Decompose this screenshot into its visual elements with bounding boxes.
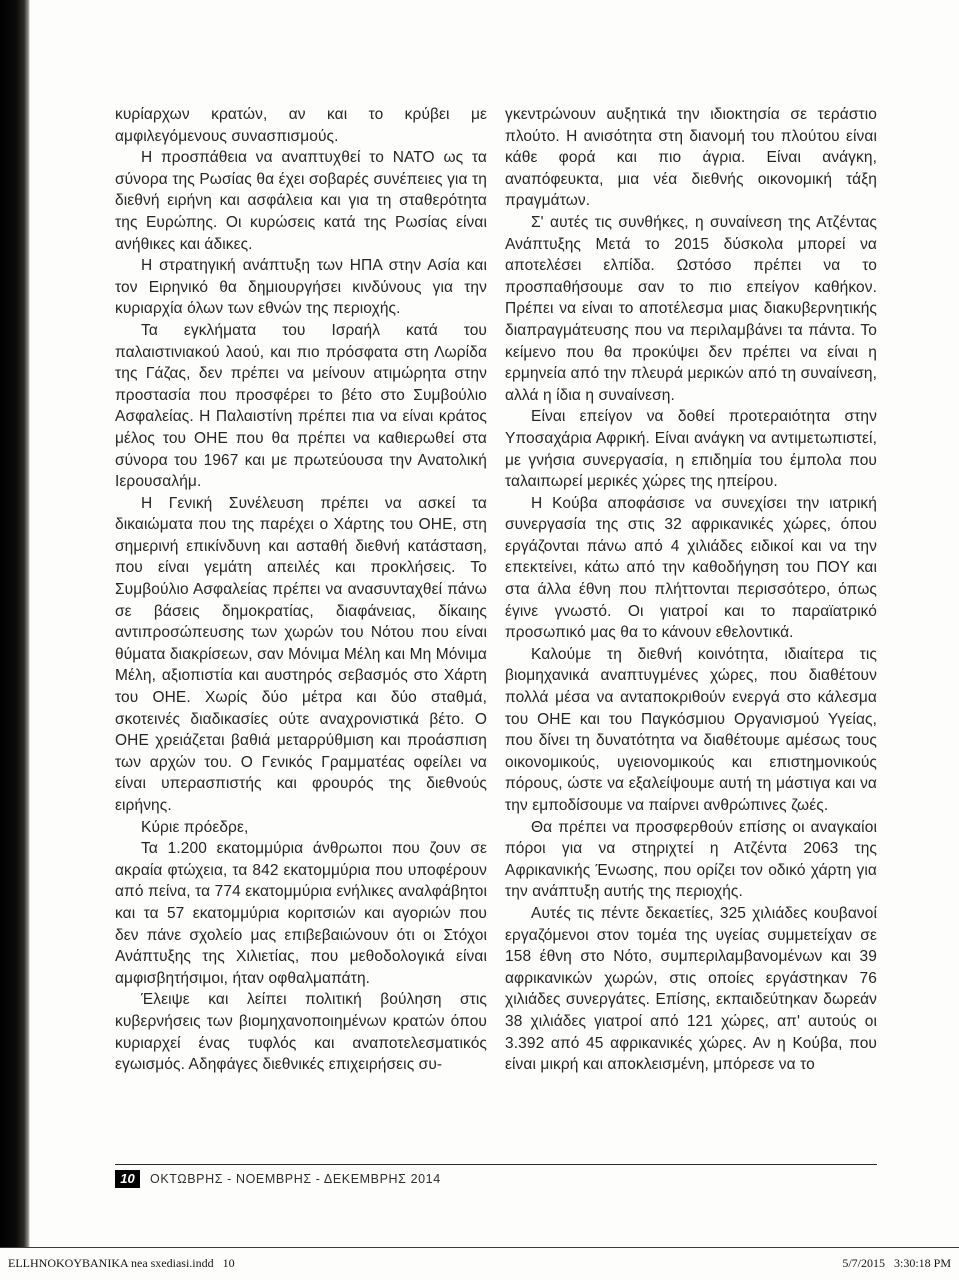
page-footer	[115, 1164, 877, 1188]
print-divider-line	[0, 1247, 959, 1248]
paragraph: Η Γενική Συνέλευση πρέπει να ασκεί τα δικαιώματα που της παρέχει ο Χάρτης του ΟΗΕ, στη σημερινή επικίνδυνη και ασταθή διεθνή κατάσταση, που είναι γεμάτη απειλές και προκλήσεις. Το Συμβούλιο Ασφαλείας πρέπει να ανασυνταχθεί πάνω σε βάσεις δημοκρατίας, διαφάνειας, δίκαιης αντιπροσώπευσης των χωρών του Νότου που είναι θύματα διακρίσεων, σαν Μόνιμα Μέλη και Μη Μόνιμα Μέλη, αξιοπιστία και αυστηρός σεβασμός στο Χάρτη του ΟΗΕ. Χωρίς δύο μέτρα και δύο σταθμά, σκοτεινές διαδικασίες ούτε αναχρονιστικά βέτο. Ο ΟΗΕ χρειάζεται βαθιά μεταρρύθμιση και προάσπιση των αρχών του. Ο Γενικός Γραμματέας οφείλει να είναι υπερασπιστής και φρουρός της διεθνούς ειρήνης.	[115, 494, 487, 814]
paragraph: Η στρατηγική ανάπτυξη των ΗΠΑ στην Ασία και τον Ειρηνικό θα δημιουργήσει κινδύνους για την κυριαρχία όλων των εθνών της περιοχής.	[115, 257, 487, 318]
issue-date-label: ΟΚΤΩΒΡΗΣ - ΝΟΕΜΒΡΗΣ - ΔΕΚΕΜΒΡΗΣ 2014	[150, 1172, 441, 1186]
right-column	[505, 104, 877, 1076]
paragraph: Καλούμε τη διεθνή κοινότητα, ιδιαίτερα τις βιομηχανικά αναπτυγμένες χώρες, που διαθέτουν πολλά μέσα να ανταποκριθούν ενεργά στο κάλεσμα του ΟΗΕ και του Παγκόσμιου Οργανισμού Υγείας, που δίνει τη δυνατότητα να διαθέτουμε αμέσως τους οικονομικούς, υγειονομικούς και επιστημονικούς πόρους, ώστε να εξαλείψουμε αυτή τη μάστιγα και να την εμποδίσουμε να παίρνει ανθρώπινες ζωές.	[505, 645, 877, 814]
paragraph: Αυτές τις πέντε δεκαετίες, 325 χιλιάδες κουβανοί εργαζόμενοι στον τομέα της υγείας συμμετείχαν σε 158 έθνη στο Νότο, συμπεριλαμβανομένων και 39 αφρικανικών χωρών, στις οποίες εργάστηκαν 76 χιλιάδες συνεργάτες. Επίσης, εκπαιδεύτηκαν δωρεάν 38 χιλιάδες γιατροί από 121 χώρες, απ' αυτούς οι 3.392 από 45 αφρικανικές χώρες. Αν η Κούβα, που είναι μικρή και αποκλεισμένη, μπόρεσε να το	[505, 904, 877, 1074]
paragraph: Η Κούβα αποφάσισε να συνεχίσει την ιατρική συνεργασία της στις 32 αφρικανικές χώρες, όπου εργάζονται πάνω από 4 χιλιάδες ειδικοί και να την επεκτείνει, κάτω από την καθοδήγηση του ΠΟΥ και στα άλλα έθνη που πλήττονται περισσότερο, όπως έγινε γνωστό. Οι γιατροί και το παραϊατρικό προσωπικό μας θα το κάνουν εθελοντικά.	[505, 494, 877, 642]
text-columns	[115, 104, 877, 1076]
paragraph: Θα πρέπει να προσφερθούν επίσης οι αναγκαίοι πόροι για να στηριχτεί η Ατζέντα 2063 της Αφρικανικής Ένωσης, που ορίζει τον οδικό χάρτη για την ανάπτυξη αυτής της περιοχής.	[505, 818, 877, 901]
paragraph: Είναι επείγον να δοθεί προτεραιότητα στην Υποσαχάρια Αφρική. Είναι ανάγκη να αντιμετωπιστεί, με γνήσια συνεργασία, η επιδημία του έμπολα που ταλαιπωρεί μερικές χώρες της ηπείρου.	[505, 408, 877, 491]
paragraph: Η προσπάθεια να αναπτυχθεί το ΝΑΤΟ ως τα σύνορα της Ρωσίας θα έχει σοβαρές συνέπειες για τη διεθνή ειρήνη και ασφάλεια και για τη σταθερότητα της Ευρώπης. Οι κυρώσεις κατά της Ρωσίας είναι ανήθικες και άδικες.	[115, 149, 487, 253]
scan-binding-edge	[0, 0, 30, 1247]
paragraph: Τα εγκλήματα του Ισραήλ κατά του παλαιστινιακού λαού, και πιο πρόσφατα στη Λωρίδα της Γάζας, δεν πρέπει να μείνουν ατιμώρητα στην προστασία που προσφέρει το βέτο στο Συμβούλιο Ασφαλείας. Η Παλαιστίνη πρέπει πια να είναι κράτος μέλος του ΟΗΕ που θα πρέπει να καθιερωθεί στα σύνορα του 1967 και με πρωτεύουσα την Ανατολική Ιερουσαλήμ.	[115, 321, 487, 491]
paragraph: γκεντρώνουν αυξητικά την ιδιοκτησία σε τεράστιο πλούτο. Η ανισότητα στη διανομή του πλούτου είναι κάθε φορά και πιο άγρια. Είναι ανάγκη, αναπόφευκτα, μια νέα διεθνής οικονομική τάξη πραγμάτων.	[505, 106, 877, 210]
left-column	[115, 104, 487, 1076]
page-number-badge: 10	[115, 1170, 140, 1188]
paragraph: κυρίαρχων κρατών, αν και το κρύβει με αμφιλεγόμενους συνασπισμούς.	[115, 106, 487, 145]
paragraph: Τα 1.200 εκατομμύρια άνθρωποι που ζουν σε ακραία φτώχεια, τα 842 εκατομμύρια που υποφέρουν από πείνα, τα 774 εκατομμύρια ενήλικες αναλφάβητοι και τα 57 εκατομμύρια κοριτσιών και αγοριών που δεν πάνε σχολείο μας επιβεβαιώνουν ότι οι Στόχοι Ανάπτυξης της Χιλιετίας, που μεθοδολογικά είναι αμφισβητήσιμοι, ήταν οφθαλμαπάτη.	[115, 840, 487, 987]
print-timestamp-label: 5/7/2015 3:30:18 PM	[842, 1256, 951, 1270]
paragraph: Σ' αυτές τις συνθήκες, η συναίνεση της Ατζέντας Ανάπτυξης Μετά το 2015 δύσκολα μπορεί να αποτελέσει ελπίδα. Ωστόσο πρέπει να το προσπαθήσουμε σαν το πιο επείγον καθήκον. Πρέπει να είναι το αποτέλεσμα μιας διακυβερνητικής διαπραγμάτευσης που να περιλαμβάνει τα πάντα. Το κείμενο που θα προκύψει δεν πρέπει να είναι η ερμηνεία από την πλευρά μερικών από τη συναίνεση, αλλά η ίδια η συναίνεση.	[505, 213, 877, 404]
salutation-line: Κύριε πρόεδρε,	[141, 818, 249, 836]
print-filename-label: ELLHNOKOYBANIKA nea sxediasi.indd 10	[8, 1256, 235, 1270]
print-info-bar	[8, 1256, 951, 1271]
paragraph: Έλειψε και λείπει πολιτική βούληση στις κυβερνήσεις των βιομηχανοποιημένων κρατών όπου κυριαρχεί ένας τυφλός και αναποτελεσματικός εγωισμός. Αδηφάγες διεθνικές επιχειρήσεις συ-	[115, 991, 487, 1074]
